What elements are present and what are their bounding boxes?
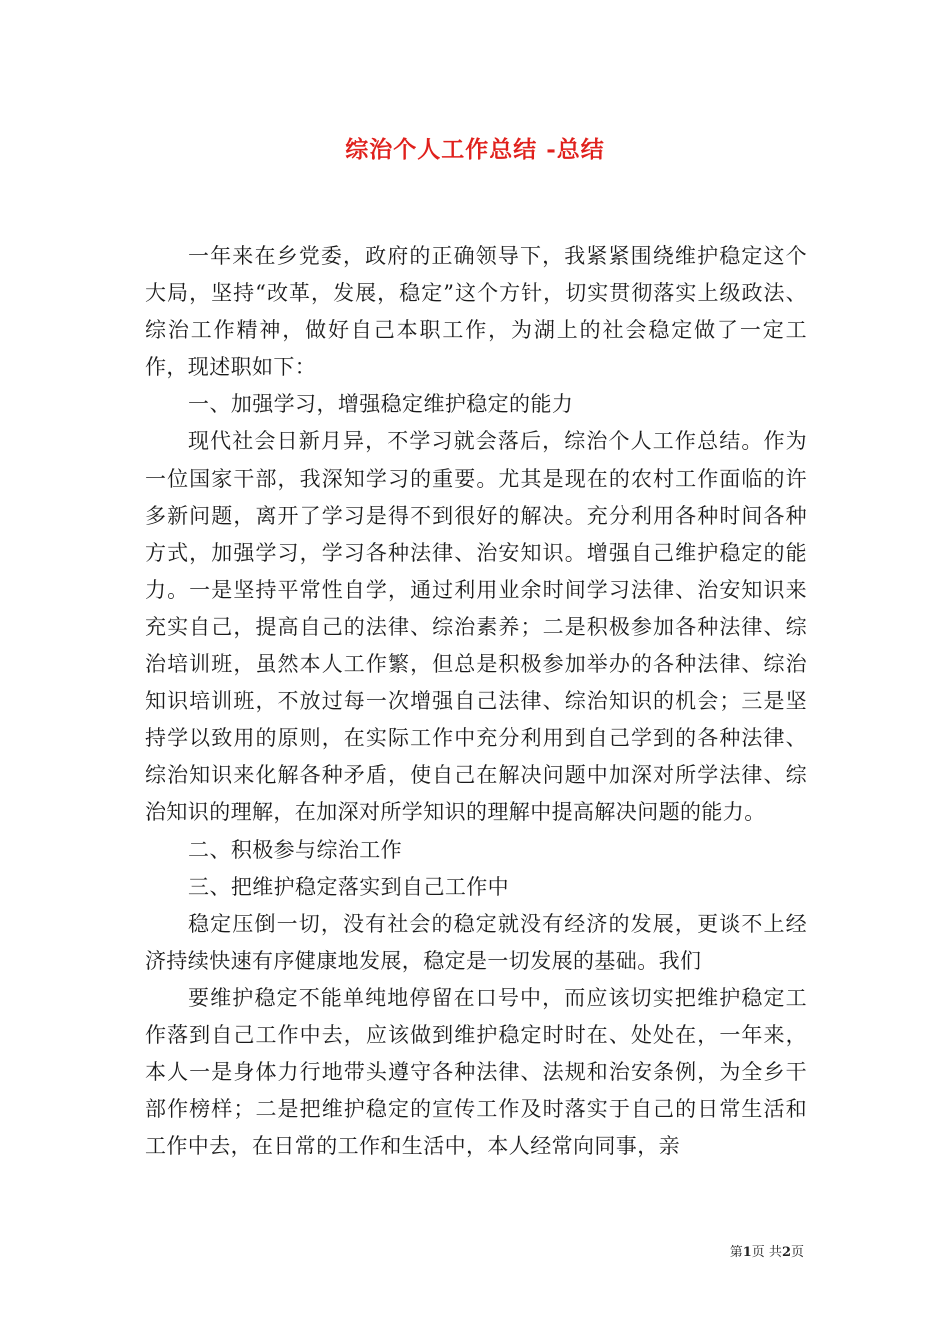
footer-middle: 页 共 [751, 1245, 782, 1260]
section-heading-3: 三、把维护稳定落实到自己工作中 [188, 874, 510, 899]
footer-current-page: 1 [742, 1245, 752, 1260]
footer-prefix: 第 [729, 1245, 743, 1260]
footer-suffix: 页 [790, 1245, 804, 1260]
paragraph-intro: 一年来在乡党委，政府的正确领导下，我紧紧围绕维护稳定这个大局，坚持“改革，发展，稳定”这个方针，切实贯彻落实上级政法、综治工作精神，做好自己本职工作，为湖上的社会稳定做了一定工作，现述职如下： [145, 244, 807, 380]
page-number-footer [730, 1244, 804, 1262]
paragraph-stability: 稳定压倒一切，没有社会的稳定就没有经济的发展，更谈不上经济持续快速有序健康地发展，稳定是一切发展的基础。我们 [145, 911, 807, 973]
paragraph-maintain: 要维护稳定不能单纯地停留在口号中，而应该切实把维护稳定工作落到自己工作中去，应该做到维护稳定时时在、处处在，一年来，本人一是身体力行地带头遵守各种法律、法规和治安条例，为全乡干部作榜样；二是把维护稳定的宣传工作及时落实于自己的日常生活和工作中去，在日常的工作和生活中，本人经常向同事，亲 [145, 985, 807, 1159]
section-heading-2: 二、积极参与综治工作 [188, 837, 403, 862]
footer-total-pages: 2 [781, 1245, 791, 1260]
paragraph-study: 现代社会日新月异，不学习就会落后，综治个人工作总结。作为一位国家干部，我深知学习的重要。尤其是现在的农村工作面临的许多新问题，离开了学习是得不到很好的解决。充分利用各种时间各种方式，加强学习，学习各种法律、治安知识。增强自己维护稳定的能力。一是坚持平常性自学，通过利用业余时间学习法律、治安知识来充实自己，提高自己的法律、综治素养；二是积极参加各种法律、综治培训班，虽然本人工作繁，但总是积极参加举办的各种法律、综治知识培训班，不放过每一次增强自己法律、综治知识的机会；三是坚持学以致用的原则，在实际工作中充分利用到自己学到的各种法律、综治知识来化解各种矛盾，使自己在解决问题中加深对所学法律、综治知识的理解，在加深对所学知识的理解中提高解决问题的能力。 [145, 429, 807, 825]
document-title: 综治个人工作总结 -总结 [345, 136, 605, 163]
section-heading-1: 一、加强学习，增强稳定维护稳定的能力 [188, 392, 574, 417]
document-body [145, 238, 807, 1165]
